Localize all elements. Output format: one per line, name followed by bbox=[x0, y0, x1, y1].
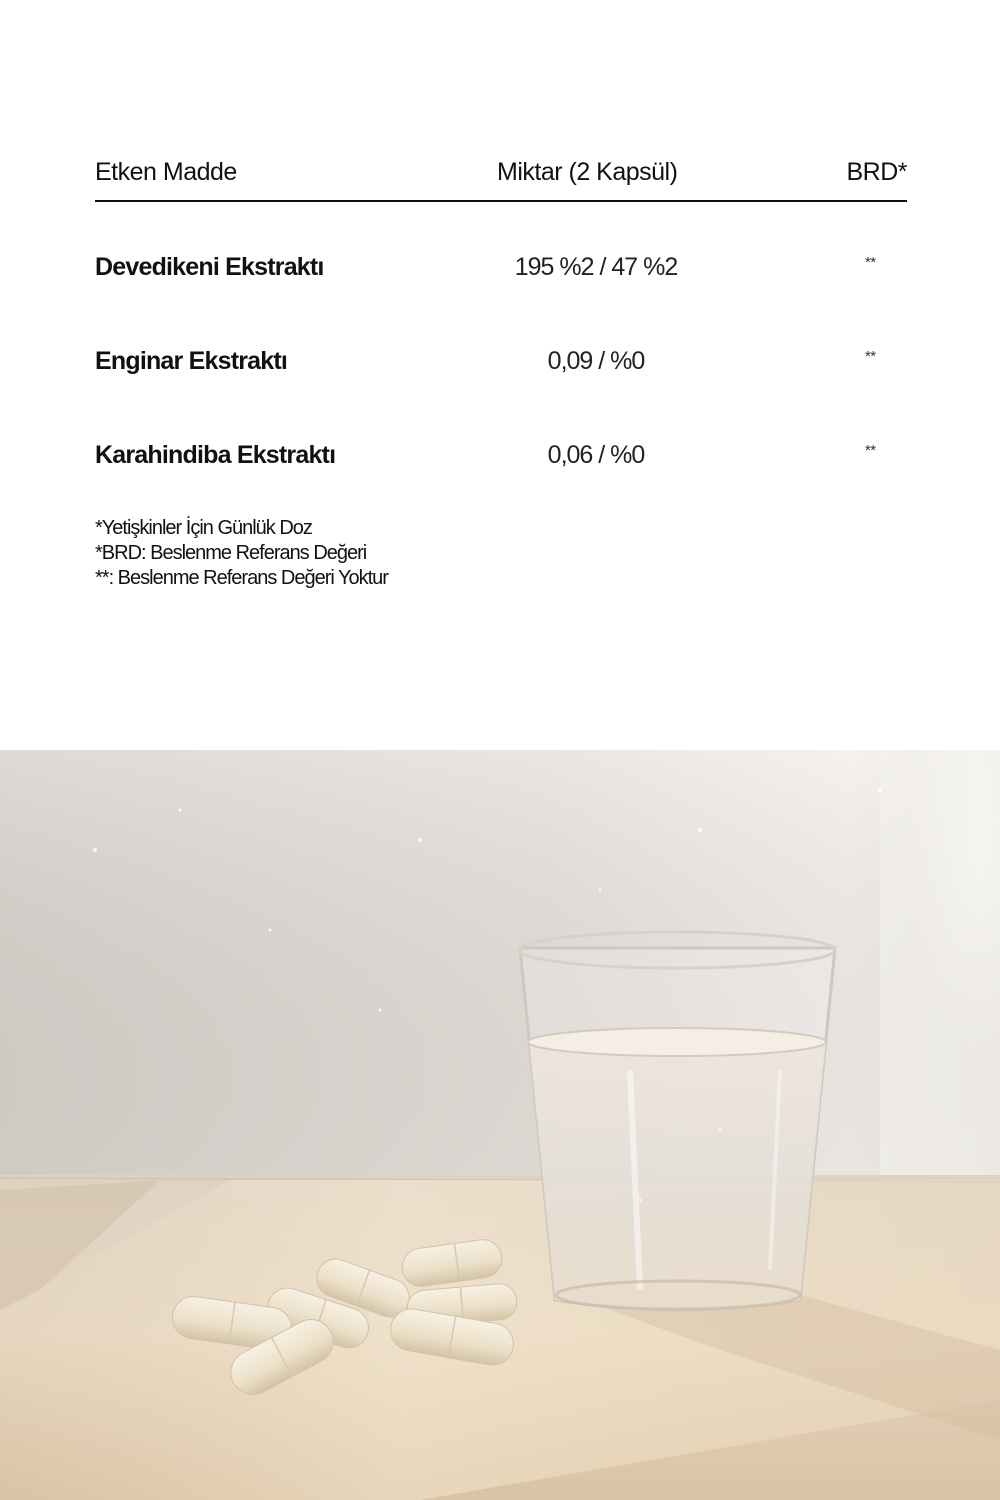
product-photo bbox=[0, 750, 1000, 1500]
ingredient-name: Karahindiba Ekstraktı bbox=[95, 441, 336, 469]
ingredient-brd: ** bbox=[865, 348, 876, 365]
header-ingredient: Etken Madde bbox=[95, 158, 237, 186]
water-glass-and-capsules-image bbox=[0, 750, 1000, 1500]
ingredient-amount: 0,09 / %0 bbox=[547, 347, 645, 375]
ingredient-name: Enginar Ekstraktı bbox=[95, 347, 288, 375]
table-row bbox=[95, 438, 907, 478]
footnotes bbox=[95, 516, 695, 591]
ingredient-name: Devedikeni Ekstraktı bbox=[95, 253, 324, 281]
water-glass bbox=[519, 932, 835, 1310]
table-row bbox=[95, 250, 907, 290]
table-row bbox=[95, 344, 907, 384]
ingredient-brd: ** bbox=[865, 254, 876, 271]
header-amount: Miktar (2 Kapsül) bbox=[497, 158, 678, 186]
footnote: *Yetişkinler İçin Günlük Doz bbox=[95, 517, 312, 539]
footnote: **: Beslenme Referans Değeri Yoktur bbox=[95, 567, 388, 589]
table-header bbox=[95, 150, 907, 202]
ingredient-amount: 195 %2 / 47 %2 bbox=[514, 253, 678, 281]
ingredient-brd: ** bbox=[865, 442, 876, 459]
ingredient-amount: 0,06 / %0 bbox=[547, 441, 645, 469]
header-brd: BRD* bbox=[846, 158, 907, 186]
footnote: *BRD: Beslenme Referans Değeri bbox=[95, 542, 367, 564]
